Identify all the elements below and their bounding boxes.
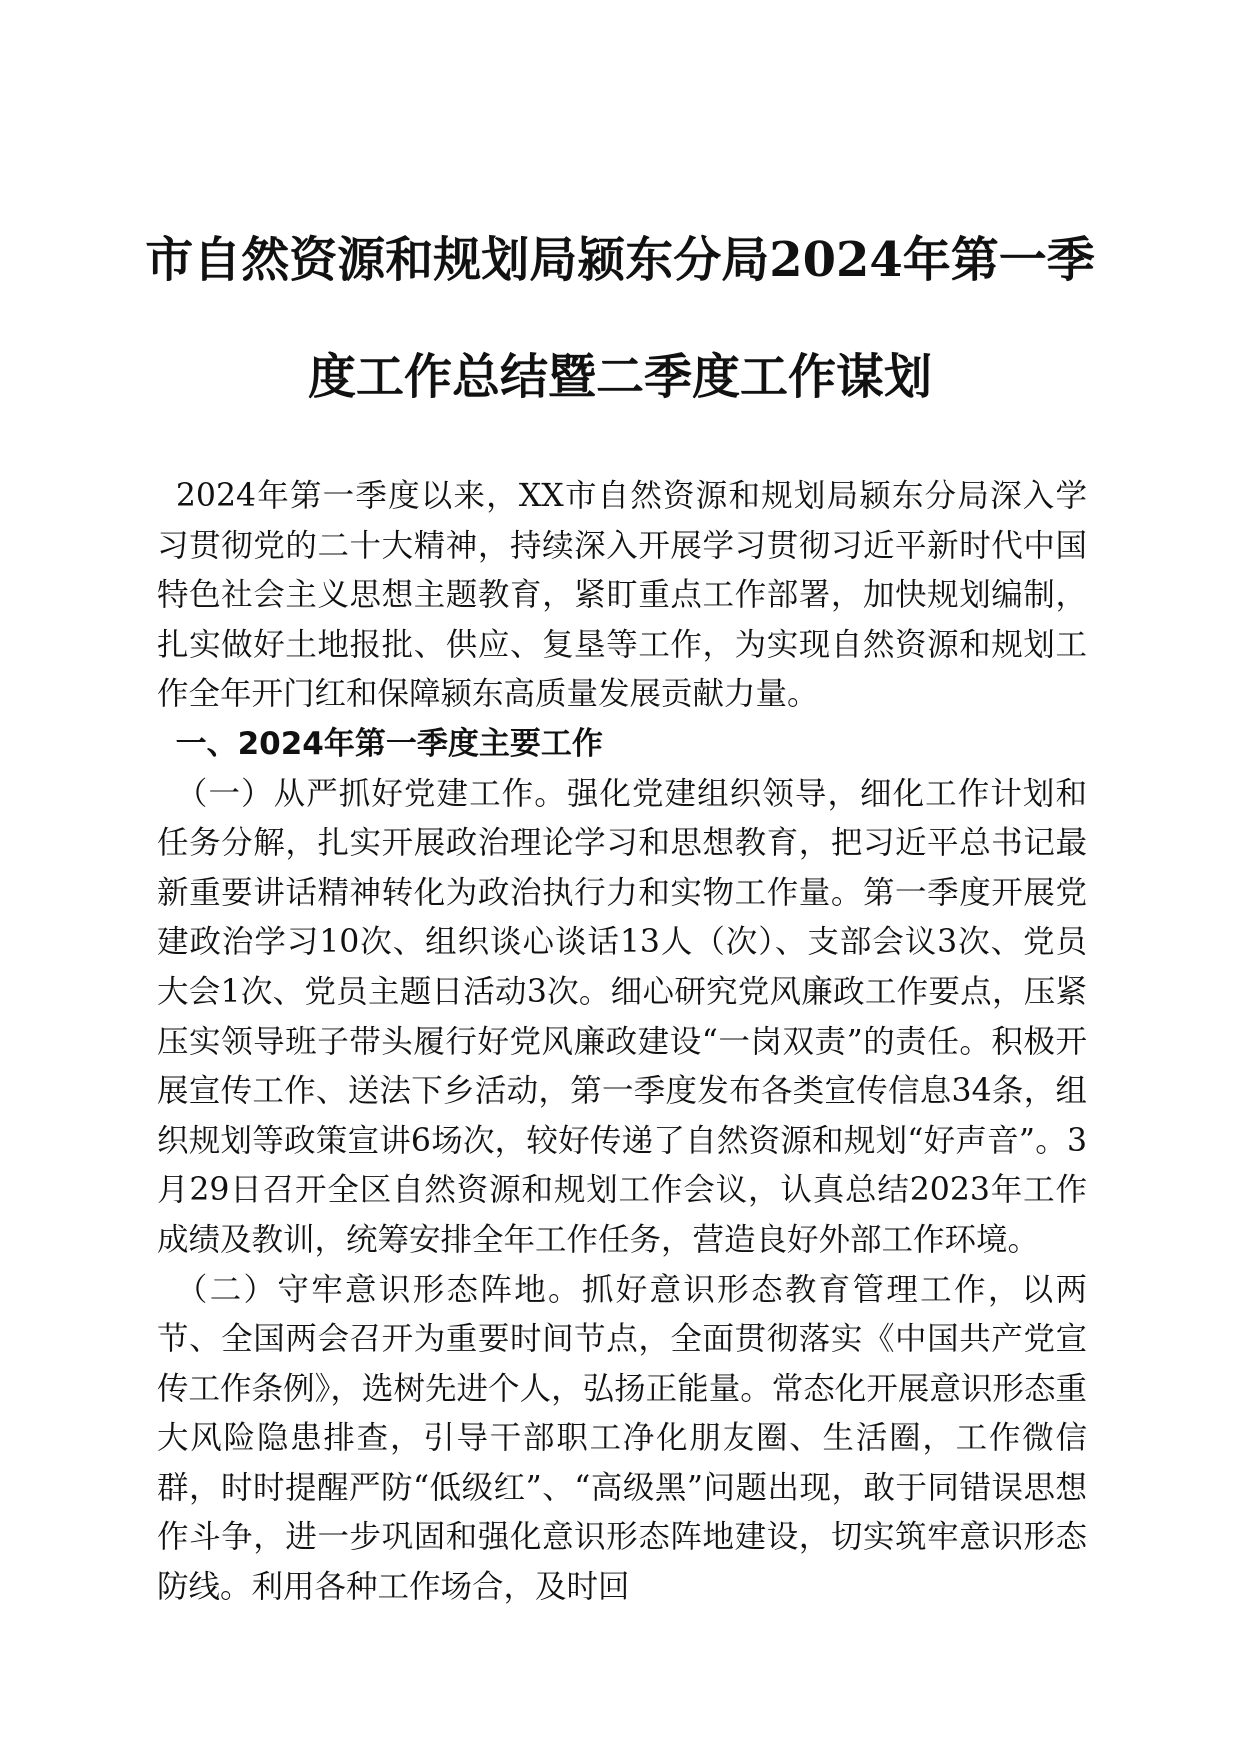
subsection-heading-2: （二）守牢意识形态阵地。 bbox=[175, 1271, 582, 1308]
subsection-paragraph-1 bbox=[157, 770, 1087, 1266]
section-heading-1: 一、2024年第一季度主要工作 bbox=[175, 725, 603, 762]
document-title-line-1: 市自然资源和规划局颍东分局2024年第一季 bbox=[145, 232, 1095, 288]
subsection-text-1: 强化党建组织领导，细化工作计划和任务分解，扎实开展政治理论学习和思想教育，把习近平总书记最新重要讲话精神转化为政治执行力和实物工作量。第一季度开展党建政治学习10次、组织谈心谈话13人（次）、支部会议3次、党员大会1次、党员主题日活动3次。细心研究党风廉政工作要点，压紧压实领导班子带头履行好党风廉政建设“一岗双责”的责任。积极开展宣传工作、送法下乡活动，第一季度发布各类宣传信息34条，组织规划等政策宣讲6场次，较好传递了自然资源和规划“好声音”。3月29日召开全区自然资源和规划工作会议，认真总结2023年工作成绩及教训，统筹安排全年工作任务，营造良好外部工作环境。 bbox=[157, 775, 1087, 1258]
intro-paragraph: 2024年第一季度以来，XX市自然资源和规划局颍东分局深入学习贯彻党的二十大精神，持续深入开展学习贯彻习近平新时代中国特色社会主义思想主题教育，紧盯重点工作部署，加快规划编制，扎实做好土地报批、供应、复垦等工作，为实现自然资源和规划工作全年开门红和保障颍东高质量发展贡献力量。 bbox=[157, 478, 1087, 713]
document-body bbox=[157, 472, 1087, 1613]
subsection-paragraph-2 bbox=[157, 1266, 1087, 1613]
subsection-text-2: 抓好意识形态教育管理工作，以两节、全国两会召开为重要时间节点，全面贯彻落实《中国共产党宣传工作条例》，选树先进个人，弘扬正能量。常态化开展意识形态重大风险隐患排查，引导干部职工净化朋友圈、生活圈，工作微信群，时时提醒严防“低级红”、“高级黑”问题出现，敢于同错误思想作斗争，进一步巩固和强化意识形态阵地建设，切实筑牢意识形态防线。利用各种工作场合，及时回 bbox=[157, 1271, 1087, 1606]
subsection-heading-1: （一）从严抓好党建工作。 bbox=[175, 775, 567, 812]
document-title-line-2: 度工作总结暨二季度工作谋划 bbox=[307, 349, 932, 405]
